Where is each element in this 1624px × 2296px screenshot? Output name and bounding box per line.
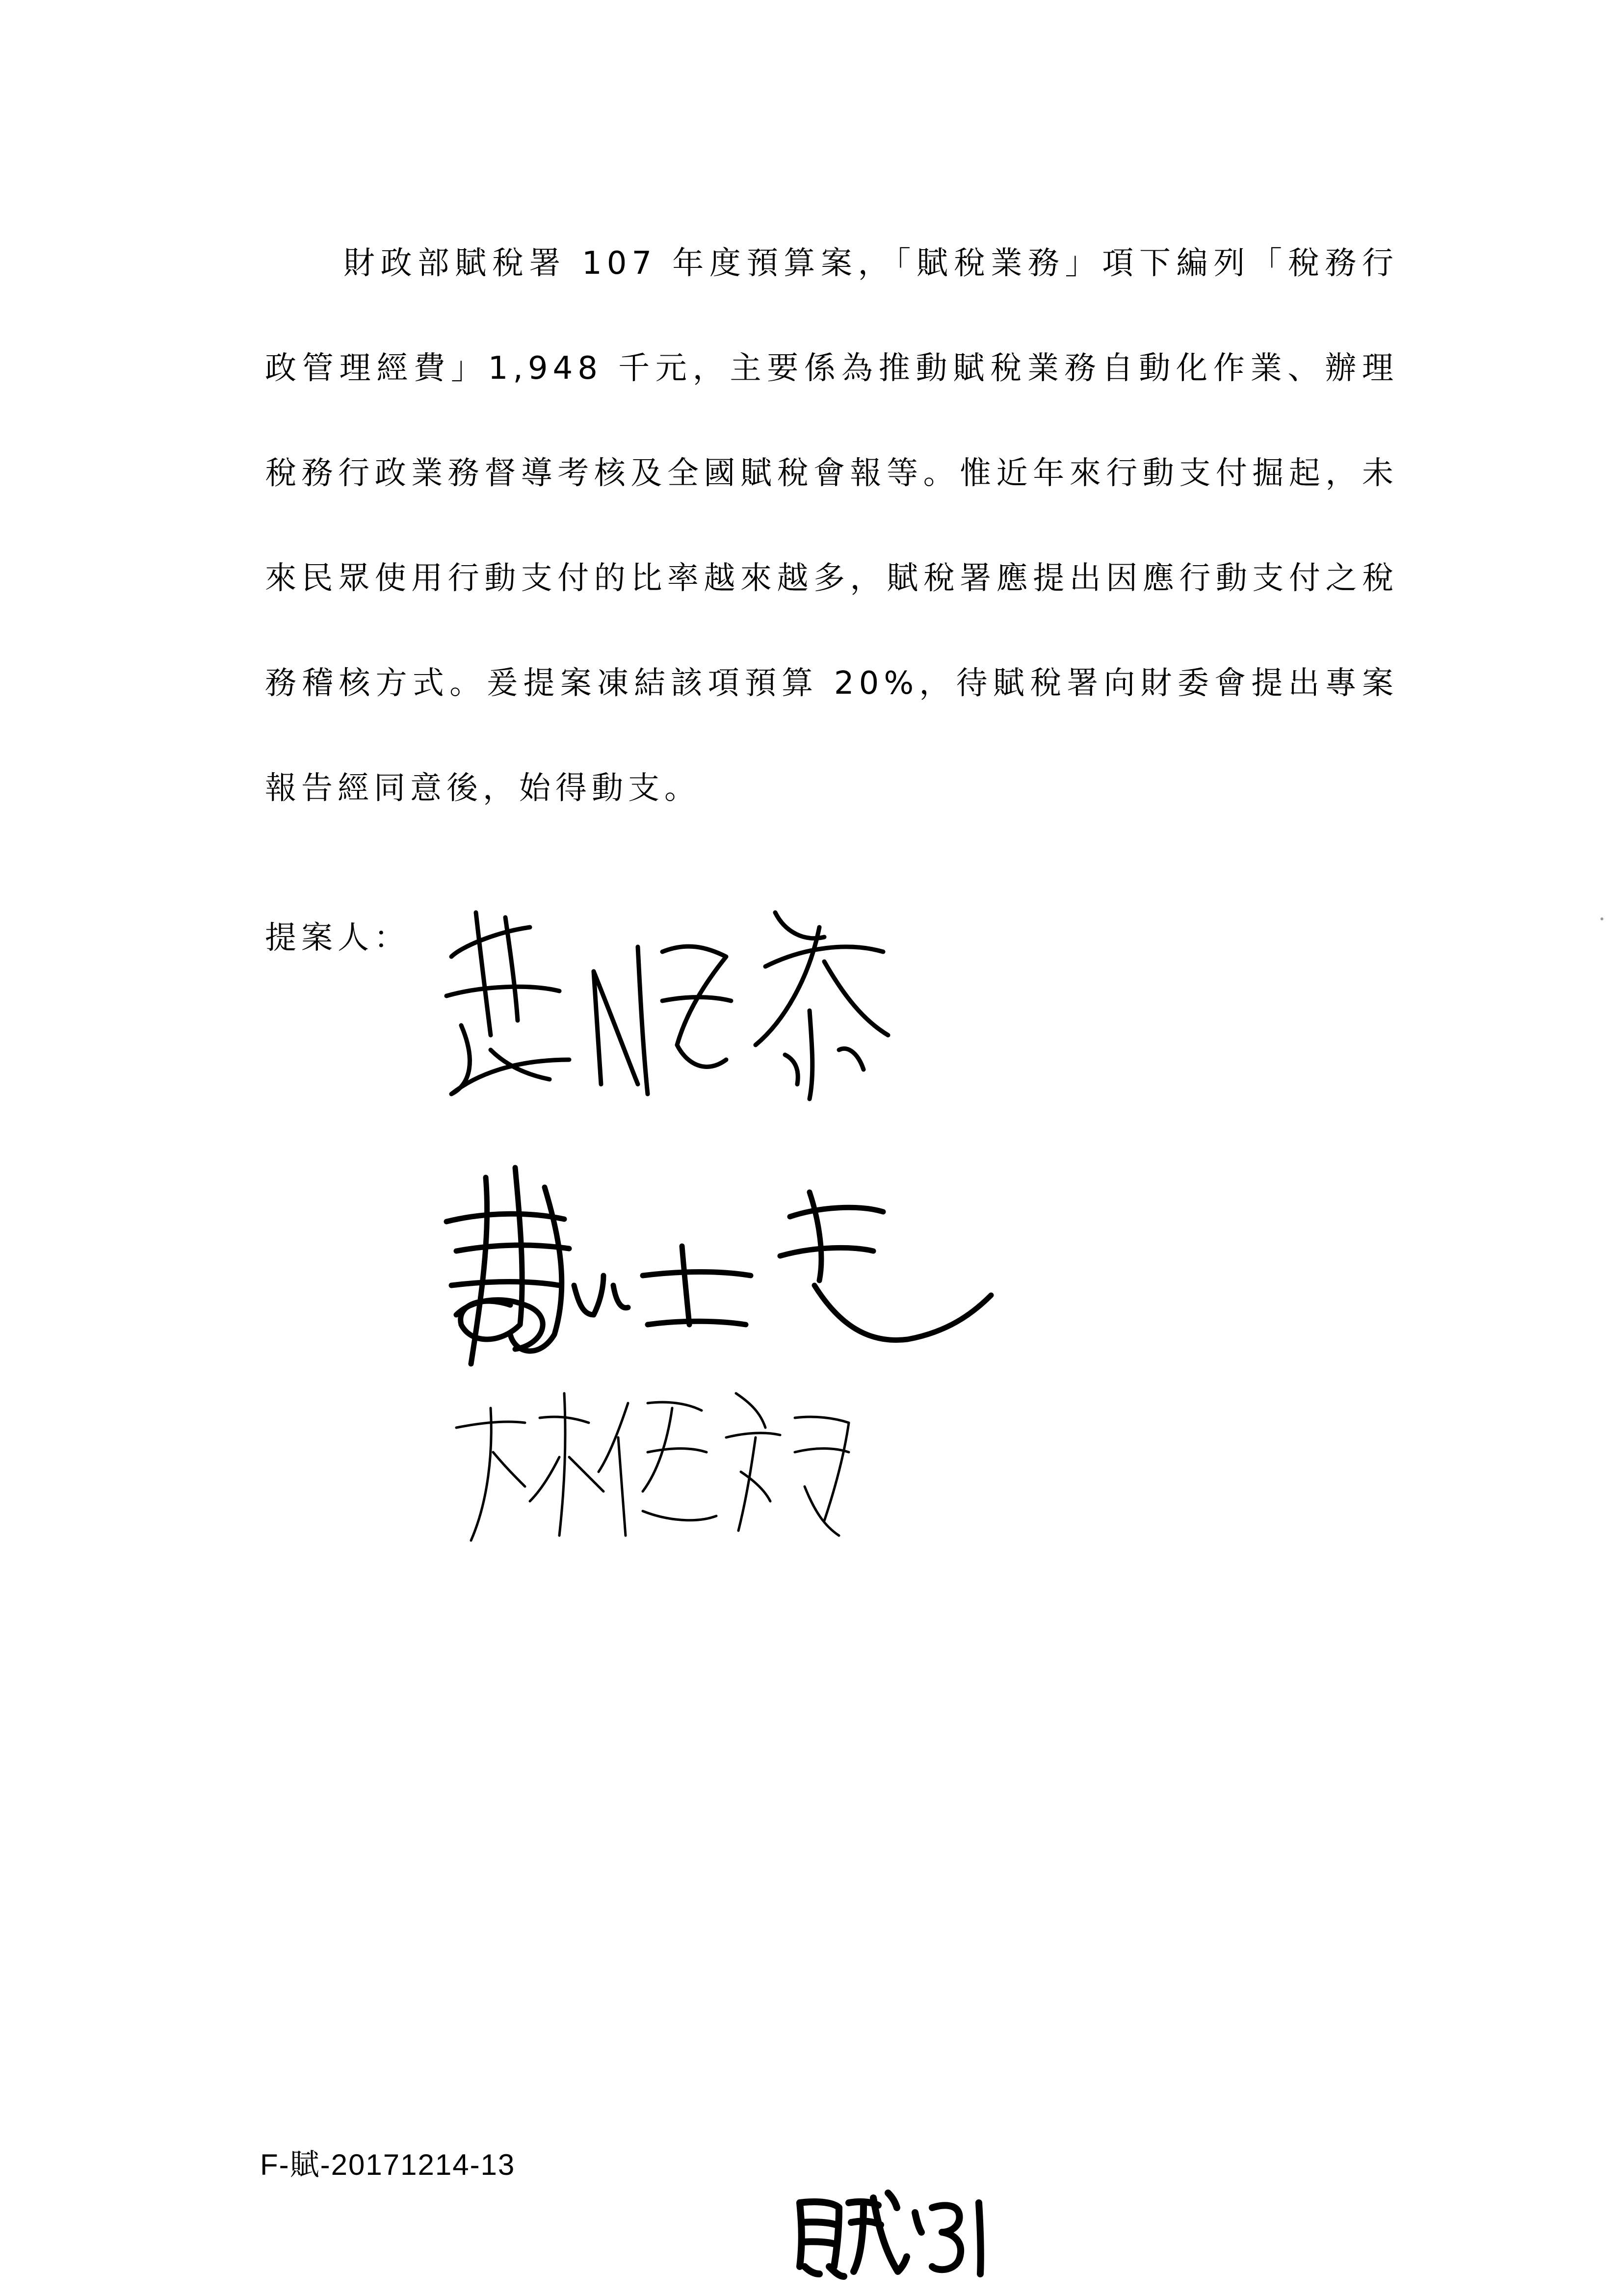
signature-3 <box>442 1374 864 1560</box>
document-code: F-賦-20171214-13 <box>260 2148 516 2181</box>
proposal-body <box>265 211 1398 841</box>
proposer-label: 提案人： <box>265 920 410 956</box>
signature-2 <box>427 1138 1016 1383</box>
proposal-paragraph: 財政部賦稅署 107 年度預算案，「賦稅業務」項下編列「稅務行政管理經費」1,948 千元，主要係為推動賦稅業務自動化作業、辦理稅務行政業務督導考核及全國賦稅會報等。惟近年來行動支付掘起，未來民眾使用行動支付的比率越來越多，賦稅署應提出因應行動支付之稅務稽核方式。爰提案凍結該項預算 20%，待賦稅署向財委會提出專案報告經同意後，始得動支。 <box>265 245 1398 807</box>
page-stamp <box>790 2183 996 2283</box>
scan-speck <box>1600 917 1603 920</box>
signature-1 <box>432 898 952 1104</box>
